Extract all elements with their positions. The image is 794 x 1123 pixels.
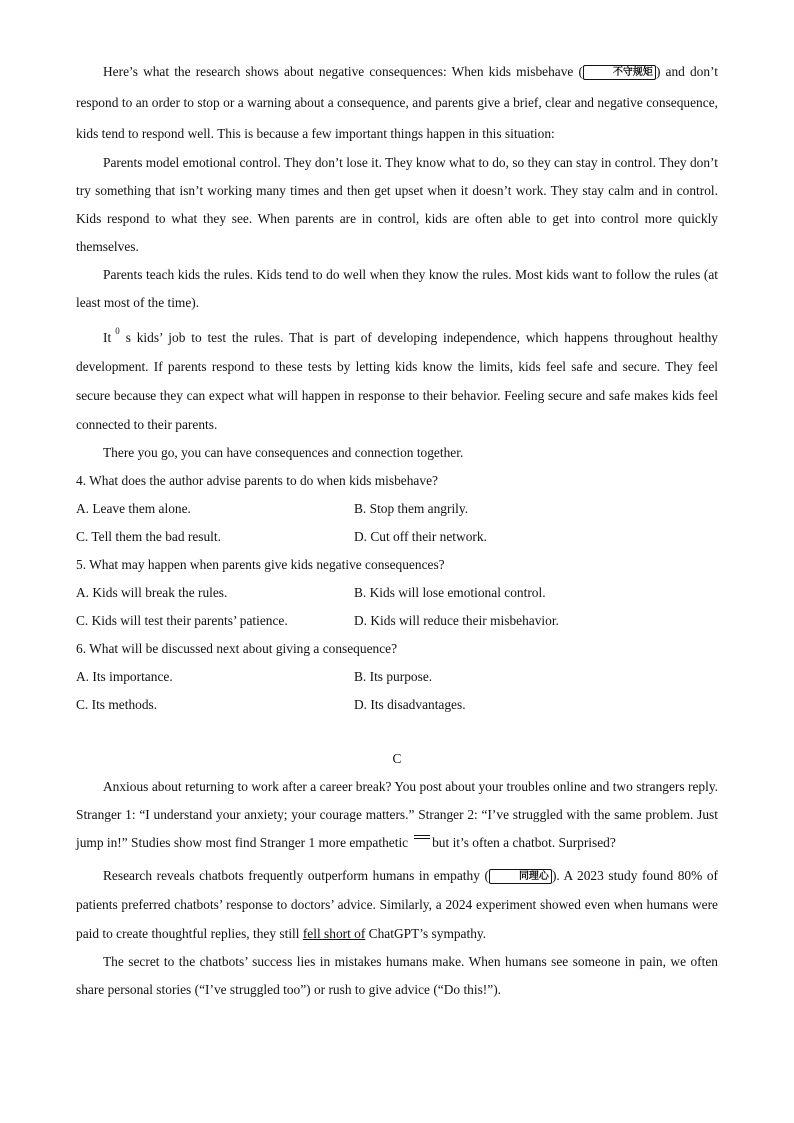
text: s kids’ job to test the rules. That is part of developing independence, which happens throughout healthy development. If parents respond to these tests by letting kids know the limits, kids feel safe and secure. They feel secure because they can expect what will happen in response to their behavior. Feeling secure and safe makes kids feel connected to their parents. (76, 330, 718, 432)
option-c[interactable]: C. Its methods. (76, 697, 158, 712)
paragraph-b5: There you go, you can have consequences and connection together. (103, 445, 464, 460)
option-b[interactable]: B. Its purpose. (354, 669, 433, 684)
option-c[interactable]: C. Kids will test their parents’ patience. (76, 613, 288, 628)
question-stem: 6. What will be discussed next about giving a consequence? (76, 641, 398, 656)
superscript-mark: 0 (115, 326, 120, 336)
question-stem: 4. What does the author advise parents to do when kids misbehave? (76, 473, 438, 488)
text: ). A 2023 study found 80% of patients preferred chatbots’ response to doctors’ advice. Similarly, a 2024 experiment showed even when humans were paid to create thoughtful replies, they still (76, 868, 718, 941)
option-a[interactable]: A. Its importance. (76, 669, 173, 684)
chinese-gloss-box: 不守规矩 (583, 65, 656, 80)
document-page (76, 56, 718, 1004)
text: ChatGPT’s sympathy. (365, 926, 487, 941)
question-6 (76, 635, 718, 719)
section-title: C (392, 751, 402, 766)
text: Research reveals chatbots frequently outperform humans in empathy ( (103, 868, 489, 883)
paragraph-b2: Parents model emotional control. They don’t lose it. They know what to do, so they can stay in control. They don’t try something that isn’t working many times and then get upset when it doesn’t work. They stay calm and in control. Kids respond to what they see. When parents are in control, kids are often able to get into control more quickly themselves. (76, 155, 718, 254)
question-5 (76, 551, 718, 635)
chinese-gloss-box: 同理心 (489, 869, 552, 884)
text: ) and don’t respond to an order to stop or a warning about a consequence, and parents give a brief, clear and negative consequence, kids tend to respond well. This is because a few important things happen in this situation: (76, 64, 718, 141)
text: Here’s what the research shows about negative consequences: When kids misbehave ( (103, 64, 583, 79)
question-stem: 5. What may happen when parents give kids negative consequences? (76, 557, 445, 572)
option-d[interactable]: D. Cut off their network. (354, 529, 487, 544)
paragraph-c2 (76, 861, 718, 948)
option-d[interactable]: D. Its disadvantages. (354, 697, 466, 712)
option-a[interactable]: A. Kids will break the rules. (76, 585, 228, 600)
paragraph-b1 (76, 56, 718, 149)
question-4 (76, 467, 718, 551)
option-b[interactable]: B. Stop them angrily. (354, 501, 469, 516)
text: Anxious about returning to work after a career break? You post about your troubles online and two strangers reply. Stranger 1: “I understand your anxiety; your courage matters.” Stranger 2: “I’ve struggled with the same problem. Just jump in!” Studies show most find Stranger 1 more empathetic (76, 779, 718, 850)
paragraph-c3: The secret to the chatbots’ success lies in mistakes humans make. When humans see someone in pain, we often share personal stories (“I’ve struggled too”) or rush to give advice (“Do this!”). (76, 954, 718, 997)
option-a[interactable]: A. Leave them alone. (76, 501, 191, 516)
option-d[interactable]: D. Kids will reduce their misbehavior. (354, 613, 559, 628)
paragraph-b4 (76, 317, 718, 439)
option-c[interactable]: C. Tell them the bad result. (76, 529, 221, 544)
text: but it’s often a chatbot. Surprised? (432, 835, 616, 850)
underlined-phrase: fell short of (302, 926, 366, 941)
text: It (103, 330, 112, 345)
paragraph-c1 (76, 773, 718, 857)
option-b[interactable]: B. Kids will lose emotional control. (354, 585, 546, 600)
paragraph-b3: Parents teach kids the rules. Kids tend to do well when they know the rules. Most kids want to follow the rules (at least most of the time). (76, 267, 718, 310)
dash-mark (414, 835, 430, 839)
